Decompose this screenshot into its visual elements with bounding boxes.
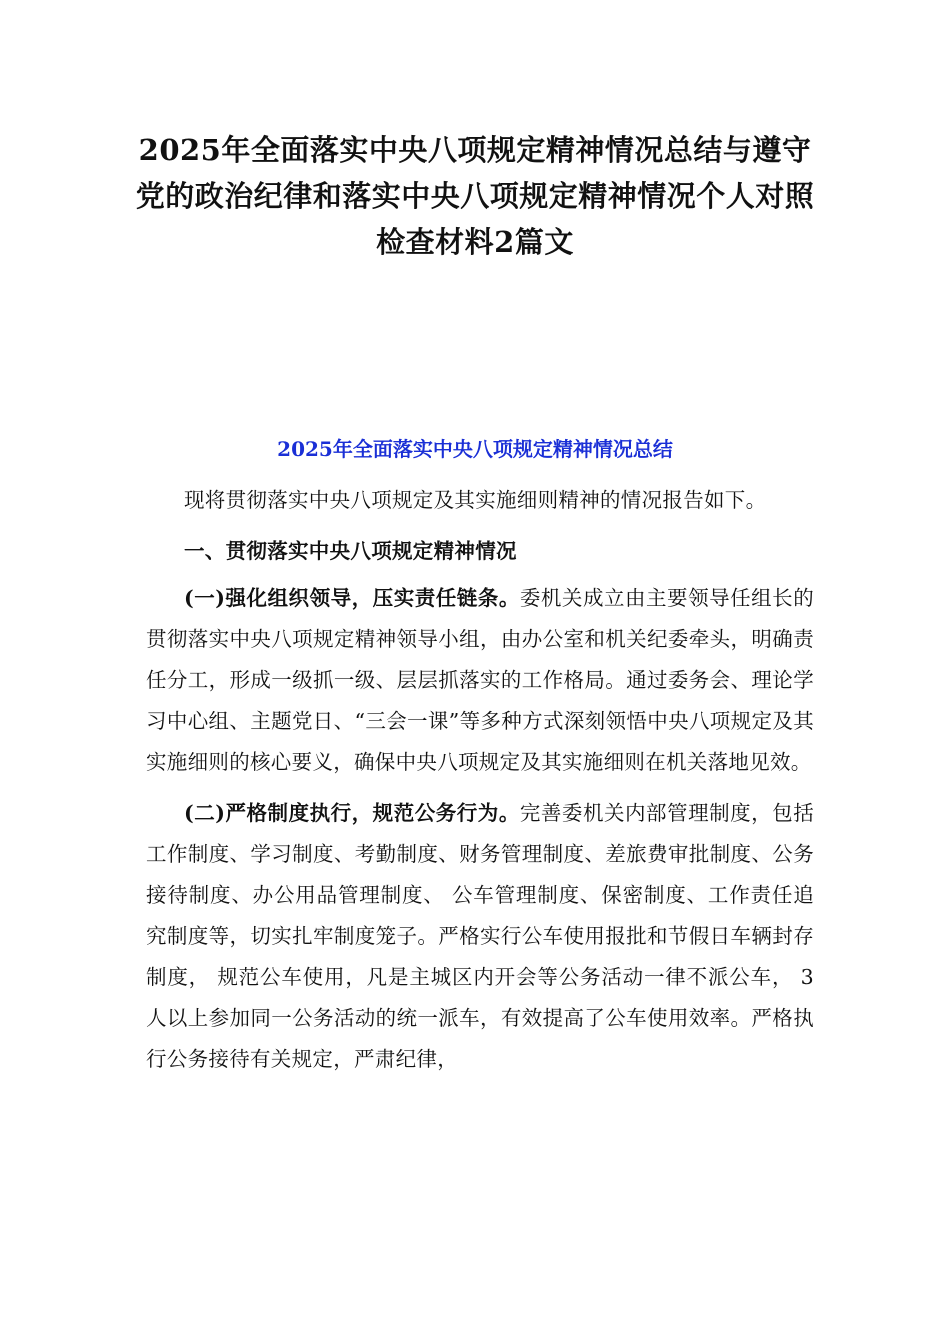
- body-paragraph: [146, 578, 814, 783]
- intro-paragraph: 现将贯彻落实中央八项规定及其实施细则精神的情况报告如下。: [184, 488, 767, 512]
- paragraph-lead: (二)严格制度执行，规范公务行为。: [184, 801, 520, 825]
- document-body: [146, 480, 814, 1090]
- paragraph-text: 完善委机关内部管理制度，包括工作制度、学习制度、考勤制度、财务管理制度、差旅费审批制度、公务接待制度、办公用品管理制度、 公车管理制度、保密制度、工作责任追究制度等，切实扎牢制度笼子。严格实行公车使用报批和节假日车辆封存制度， 规范公车使用，凡是主城区内开会等公务活动一律不派公车， 3人以上参加同一公务活动的统一派车，有效提高了公车使用效率。严格执行公务接待有关规定，严肃纪律，: [146, 801, 815, 1071]
- title-line: 党的政治纪律和落实中央八项规定精神情况个人对照: [135, 179, 815, 213]
- title-line: 检查材料2篇文: [376, 225, 574, 259]
- title-line: 2025年全面落实中央八项规定精神情况总结与遵守: [138, 133, 812, 167]
- document-title: [100, 127, 850, 265]
- body-paragraph: [146, 793, 814, 1080]
- paragraph-text: 委机关成立由主要领导任组长的贯彻落实中央八项规定精神领导小组，由办公室和机关纪委牵头，明确责任分工，形成一级抓一级、层层抓落实的工作格局。通过委务会、理论学习中心组、主题党日、“三会一课”等多种方式深刻领悟中央八项规定及其实施细则的核心要义，确保中央八项规定及其实施细则在机关落地见效。: [146, 586, 815, 774]
- heading-level-1: 一、贯彻落实中央八项规定精神情况: [184, 539, 517, 563]
- paragraph-lead: (一)强化组织领导，压实责任链条。: [184, 586, 520, 610]
- section-heading: 2025年全面落实中央八项规定精神情况总结: [277, 437, 673, 461]
